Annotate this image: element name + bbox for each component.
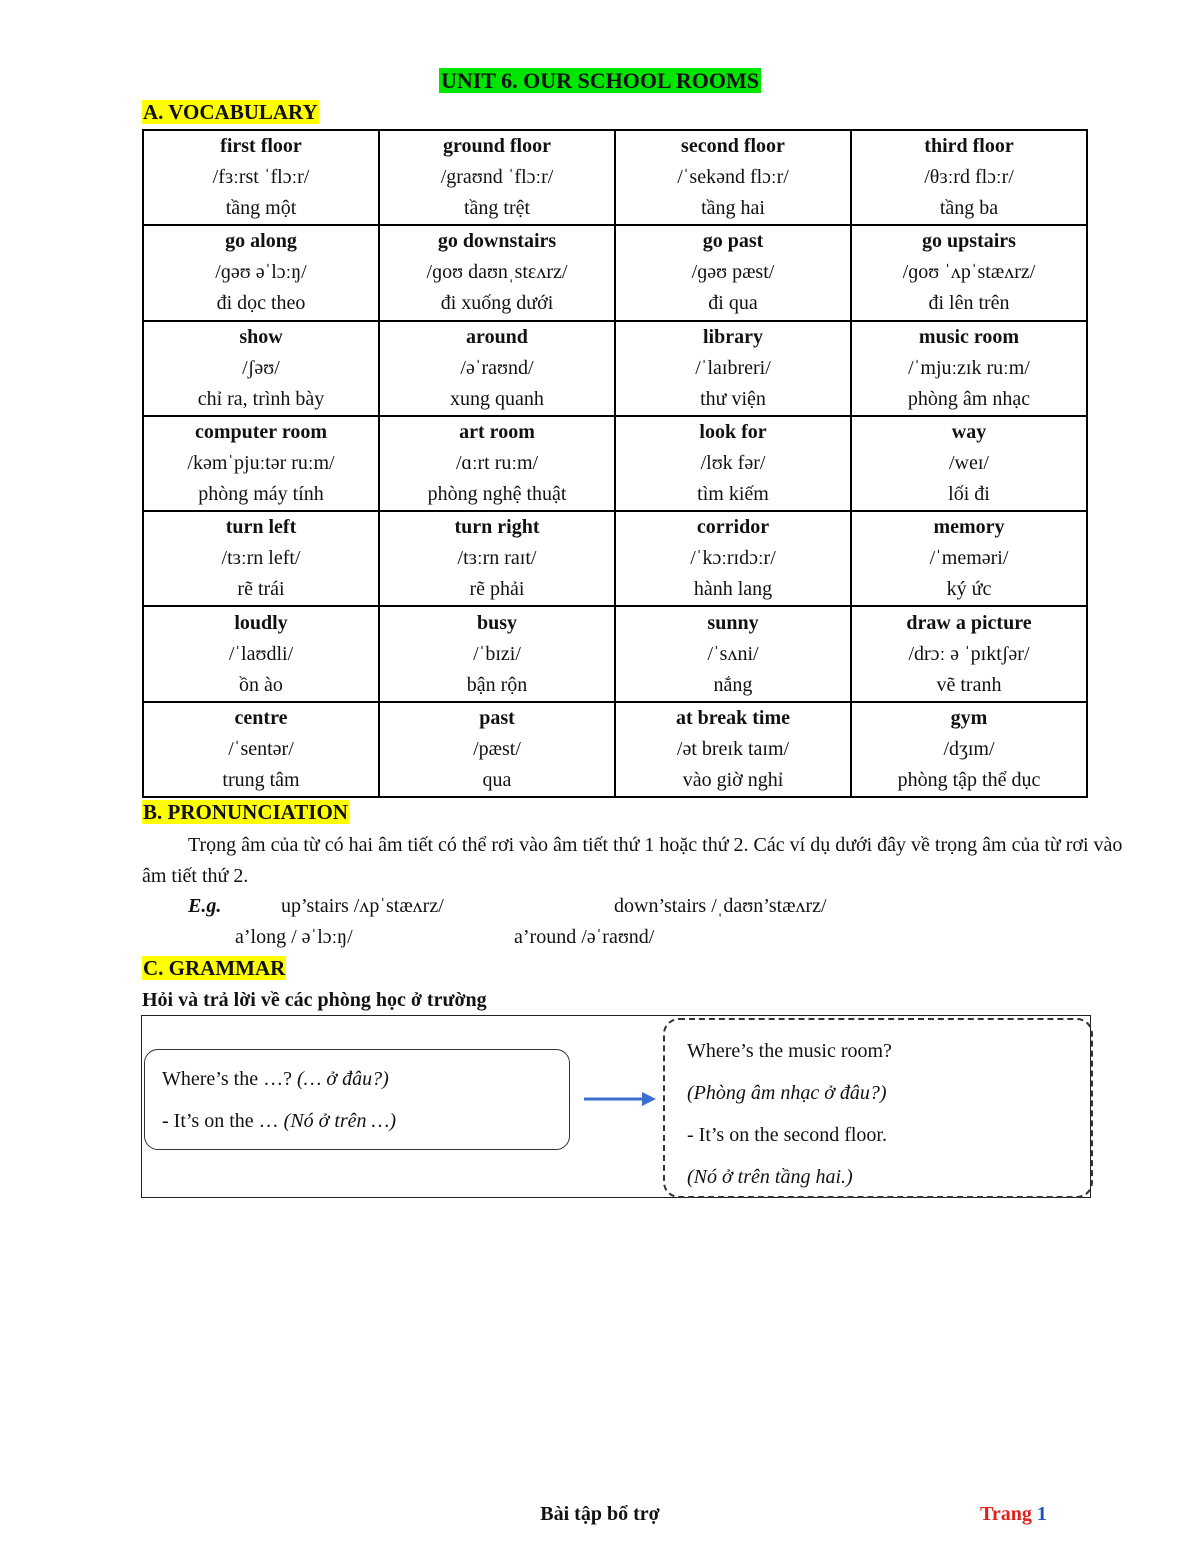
vocab-cell [615,225,851,320]
pattern-answer: - It’s on the … [162,1110,279,1132]
vocab-word: music room [918,325,1020,348]
vocab-word: go upstairs [922,230,1016,253]
vocab-row [143,321,1087,416]
vocab-meaning: hành lang [693,578,773,601]
vocab-cell [615,416,851,511]
example-upstairs: up’stairs /ʌpˈstæʌrz/ [281,895,444,917]
page-number [980,1500,1047,1528]
vocab-row [143,511,1087,606]
vocab-meaning: phòng nghệ thuật [427,482,567,505]
vocab-cell [615,130,851,225]
vocab-cell [851,606,1087,701]
page-label: Trang [980,1503,1032,1525]
pronunciation-paragraph: Trọng âm của từ có hai âm tiết có thể rơi vào âm tiết thứ 1 hoặc thứ 2. Các ví dụ dưới đây về trọng âm của từ rơi vào âm tiết thứ 2. [142,834,1123,887]
pattern-question: Where’s the …? [162,1068,292,1090]
vocab-meaning: xung quanh [450,387,544,410]
vocab-cell [143,321,379,416]
vocab-meaning: phòng máy tính [198,482,324,505]
vocab-ipa: /ˈkɔːrɪdɔːr/ [690,547,776,570]
vocab-ipa: /ˈmeməri/ [929,547,1009,570]
vocab-cell [143,702,379,797]
vocab-ipa: /ˈsentər/ [228,737,294,760]
vocab-meaning: vào giờ nghỉ [682,768,784,791]
example-question: Where’s the music room? [687,1040,892,1062]
pattern-answer-vi: (Nó ở trên …) [283,1110,396,1132]
vocab-word: corridor [696,516,770,539]
vocab-meaning: phòng âm nhạc [907,387,1031,410]
vocab-meaning: phòng tập thể dục [897,768,1041,791]
vocab-cell [379,225,615,320]
grammar-heading [142,954,286,982]
vocab-word: go downstairs [437,230,557,253]
vocab-meaning: lối đi [948,482,990,505]
vocab-ipa: /ɡəʊ pæst/ [691,261,775,284]
example-along: a’long / əˈlɔːŋ/ [235,926,353,948]
vocab-row [143,702,1087,797]
vocab-ipa: /tɜːrn left/ [221,547,301,570]
vocab-ipa: /θɜːrd flɔːr/ [924,166,1014,189]
vocab-word: loudly [234,611,288,634]
vocab-row [143,225,1087,320]
page-number-value: 1 [1036,1503,1047,1525]
vocab-meaning: tầng trệt [463,197,531,220]
vocab-word: draw a picture [906,611,1032,634]
pattern-answer-line [162,1100,569,1142]
vocab-cell [379,511,615,606]
vocab-word: computer room [194,420,327,443]
vocab-meaning: ồn ào [239,673,283,696]
vocab-ipa: /lʊk fər/ [700,451,766,474]
vocab-word: at break time [675,706,791,729]
vocab-ipa: /ˈbɪzi/ [473,642,521,665]
vocab-cell [379,416,615,511]
vocab-cell [851,130,1087,225]
vocab-ipa: /dʒɪm/ [943,737,995,760]
vocab-word: around [466,325,528,348]
vocab-ipa: /ˈlaʊdli/ [228,642,294,665]
vocab-word: art room [459,420,535,443]
vocab-meaning: nắng [713,673,753,696]
vocab-cell [143,511,379,606]
vocab-word: turn left [225,516,297,539]
vocab-cell [379,606,615,701]
vocab-ipa: /ʃəʊ/ [242,356,280,379]
vocab-ipa: /ət breɪk taɪm/ [676,737,790,760]
vocab-ipa: /tɜːrn raɪt/ [457,547,537,570]
vocab-ipa: /əˈraʊnd/ [460,356,534,379]
vocab-row [143,416,1087,511]
vocab-meaning: vẽ tranh [936,673,1002,696]
vocab-word: go past [702,230,764,253]
grammar-heading-text: C. GRAMMAR [143,956,286,980]
document-title-text: UNIT 6. OUR SCHOOL ROOMS [440,68,760,93]
vocab-meaning: đi qua [708,292,758,315]
vocab-cell [379,130,615,225]
vocabulary-heading [142,98,319,126]
vocab-meaning: thư viện [700,387,766,410]
vocab-ipa: /kəmˈpjuːtər ruːm/ [187,451,335,474]
vocab-cell [379,321,615,416]
eg-label-text: E.g. [188,895,222,917]
vocab-meaning: tầng ba [939,197,999,220]
vocab-meaning: bận rộn [466,673,528,696]
vocab-ipa: /ˈlaɪbreri/ [695,356,771,379]
vocab-cell [615,606,851,701]
pronunciation-heading [142,798,349,826]
vocab-ipa: /ˈsekənd flɔːr/ [677,166,789,189]
vocab-meaning: rẽ phải [469,578,525,601]
vocab-meaning: chỉ ra, trình bày [197,387,325,410]
vocab-word: memory [933,516,1005,539]
vocab-meaning: đi xuống dưới [440,292,554,315]
vocab-ipa: /pæst/ [473,737,521,760]
vocab-meaning: trung tâm [222,768,300,791]
vocab-word: library [703,325,763,348]
vocab-word: gym [950,706,988,729]
vocab-cell [143,130,379,225]
vocab-ipa: /weɪ/ [949,451,989,474]
vocab-cell [143,606,379,701]
vocab-ipa: /fɜːrst ˈflɔːr/ [212,166,310,189]
vocab-cell [851,321,1087,416]
vocab-word: past [479,706,515,729]
vocab-meaning: ký ức [946,578,992,601]
example-downstairs: down’stairs /ˌdaʊn’stæʌrz/ [614,895,827,917]
vocab-ipa: /drɔː ə ˈpɪktʃər/ [908,642,1030,665]
example-around: a’round /əˈraʊnd/ [514,926,655,948]
example-question-vi: (Phòng âm nhạc ở đâu?) [687,1082,887,1104]
vocab-meaning: tầng một [225,197,297,220]
vocab-cell [851,702,1087,797]
example-answer: - It’s on the second floor. [687,1124,887,1146]
vocab-cell [615,511,851,606]
vocab-ipa: /ɡəʊ əˈlɔːŋ/ [215,261,307,284]
vocab-row [143,606,1087,701]
vocab-word: ground floor [443,135,551,158]
vocab-word: busy [476,611,518,634]
example-answer-vi: (Nó ở trên tầng hai.) [687,1166,853,1188]
vocab-meaning: tầng hai [701,197,765,220]
example-box [663,1018,1093,1198]
vocab-word: turn right [454,516,540,539]
pattern-question-line [162,1058,569,1100]
vocab-word: first floor [220,135,302,158]
footer-title: Bài tập bổ trợ [540,1503,660,1525]
vocab-cell [143,225,379,320]
vocab-meaning: đi lên trên [928,292,1010,315]
vocab-word: look for [699,420,767,443]
vocab-word: centre [234,706,288,729]
vocabulary-heading-text: A. VOCABULARY [143,100,318,124]
vocab-ipa: /ɡoʊ ˈʌpˈstæʌrz/ [902,261,1036,284]
vocab-word: sunny [707,611,759,634]
vocab-meaning: tìm kiếm [697,482,769,505]
right-arrow-icon [582,1089,658,1109]
vocab-cell [615,702,851,797]
grammar-subtitle: Hỏi và trả lời về các phòng học ở trường [142,989,487,1011]
pattern-question-vi: (… ở đâu?) [296,1068,389,1090]
pronunciation-heading-text: B. PRONUNCIATION [143,800,348,824]
vocab-word: go along [225,230,297,253]
vocab-word: way [951,420,987,443]
grammar-box [141,1015,1091,1198]
vocab-word: second floor [681,135,785,158]
vocab-cell [851,511,1087,606]
vocab-ipa: /graʊnd ˈflɔːr/ [440,166,554,189]
vocab-cell [615,321,851,416]
vocab-cell [143,416,379,511]
eg-label [188,891,221,922]
vocab-ipa: /ɡoʊ daʊnˌstɛʌrz/ [426,261,568,284]
vocab-meaning: rẽ trái [237,578,285,601]
vocab-ipa: /ɑːrt ruːm/ [455,451,539,474]
pattern-box [144,1049,570,1150]
vocab-ipa: /ˈmjuːzɪk ruːm/ [908,356,1030,379]
vocab-cell [851,416,1087,511]
vocabulary-table [142,129,1088,798]
vocab-word: show [239,325,283,348]
vocab-ipa: /ˈsʌni/ [707,642,759,665]
vocab-word: third floor [924,135,1014,158]
vocab-cell [851,225,1087,320]
document-title [0,66,1200,96]
vocab-row [143,130,1087,225]
vocab-meaning: qua [482,768,512,791]
vocab-meaning: đi dọc theo [216,292,306,315]
vocab-cell [379,702,615,797]
